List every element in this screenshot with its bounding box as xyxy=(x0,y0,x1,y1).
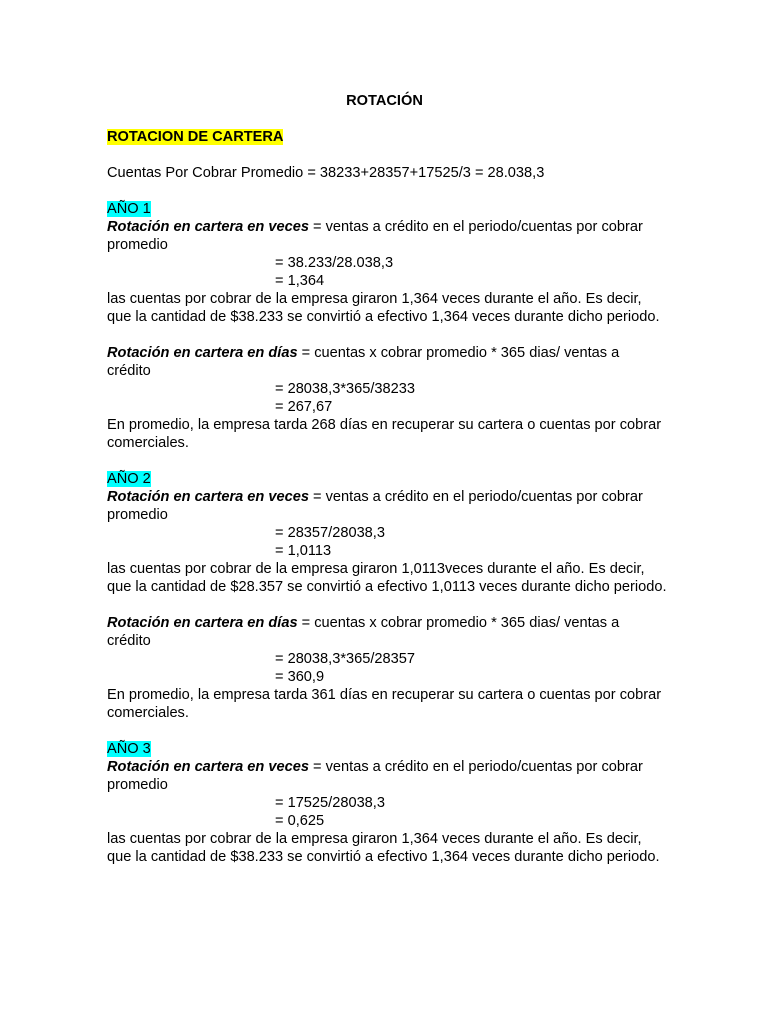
formula-veces xyxy=(107,218,667,236)
formula-cont: crédito xyxy=(107,633,151,649)
explanation: En promedio, la empresa tarda 268 días en recuperar su cartera o cuentas por cobrar comerciales. xyxy=(107,417,662,451)
formula-cont: promedio xyxy=(107,237,168,253)
formula-term: Rotación en cartera en veces xyxy=(107,489,309,505)
calc-result: = 1,364 xyxy=(275,273,325,289)
promedio-line: Cuentas Por Cobrar Promedio = 38233+28357+17525/3 = 28.038,3 xyxy=(107,165,545,181)
calc-result: = 1,0113 xyxy=(275,543,332,559)
formula-rest: = cuentas x cobrar promedio * 365 dias/ ventas a xyxy=(297,615,620,631)
formula-term: Rotación en cartera en veces xyxy=(107,219,309,235)
explanation: las cuentas por cobrar de la empresa giraron 1,0113veces durante el año. Es decir, que la cantidad de $28.357 se convirtió a efectivo 1,0113 veces durante dicho periodo. xyxy=(107,561,667,595)
calc-result: = 0,625 xyxy=(275,813,325,829)
calc-step: = 17525/28038,3 xyxy=(275,795,385,811)
formula-term: Rotación en cartera en días xyxy=(107,615,298,631)
year-label: AÑO 1 xyxy=(107,201,151,217)
calc-result: = 267,67 xyxy=(275,399,333,415)
explanation: las cuentas por cobrar de la empresa giraron 1,364 veces durante el año. Es decir, que la cantidad de $38.233 se convirtió a efectivo 1,364 veces durante dicho periodo. xyxy=(107,831,660,865)
formula-veces xyxy=(107,488,667,506)
section-title xyxy=(107,128,667,146)
formula-rest: = ventas a crédito en el periodo/cuentas por cobrar xyxy=(308,219,643,235)
section-title-highlight: ROTACION DE CARTERA xyxy=(107,129,284,145)
calc-step: = 28038,3*365/38233 xyxy=(275,381,415,397)
calc-step: = 38.233/28.038,3 xyxy=(275,255,394,271)
formula-cont: crédito xyxy=(107,363,151,379)
calc-step: = 28357/28038,3 xyxy=(275,525,385,541)
year-label: AÑO 3 xyxy=(107,741,151,757)
year-block-3 xyxy=(107,740,667,866)
formula-rest: = cuentas x cobrar promedio * 365 dias/ ventas a xyxy=(297,345,620,361)
document-page xyxy=(107,92,667,866)
formula-term: Rotación en cartera en veces xyxy=(107,759,309,775)
year-label: AÑO 2 xyxy=(107,471,151,487)
explanation: las cuentas por cobrar de la empresa giraron 1,364 veces durante el año. Es decir, que la cantidad de $38.233 se convirtió a efectivo 1,364 veces durante dicho periodo. xyxy=(107,291,660,325)
formula-dias xyxy=(107,614,667,632)
calc-result: = 360,9 xyxy=(275,669,325,685)
formula-veces xyxy=(107,758,667,776)
formula-cont: promedio xyxy=(107,777,168,793)
year-block-1 xyxy=(107,200,667,452)
year-block-2 xyxy=(107,470,667,722)
formula-dias xyxy=(107,344,667,362)
formula-rest: = ventas a crédito en el periodo/cuentas por cobrar xyxy=(308,489,643,505)
page-title: ROTACIÓN xyxy=(346,93,423,109)
formula-cont: promedio xyxy=(107,507,168,523)
formula-term: Rotación en cartera en días xyxy=(107,345,298,361)
explanation: En promedio, la empresa tarda 361 días en recuperar su cartera o cuentas por cobrar comerciales. xyxy=(107,687,662,721)
calc-step: = 28038,3*365/28357 xyxy=(275,651,415,667)
formula-rest: = ventas a crédito en el periodo/cuentas por cobrar xyxy=(308,759,643,775)
